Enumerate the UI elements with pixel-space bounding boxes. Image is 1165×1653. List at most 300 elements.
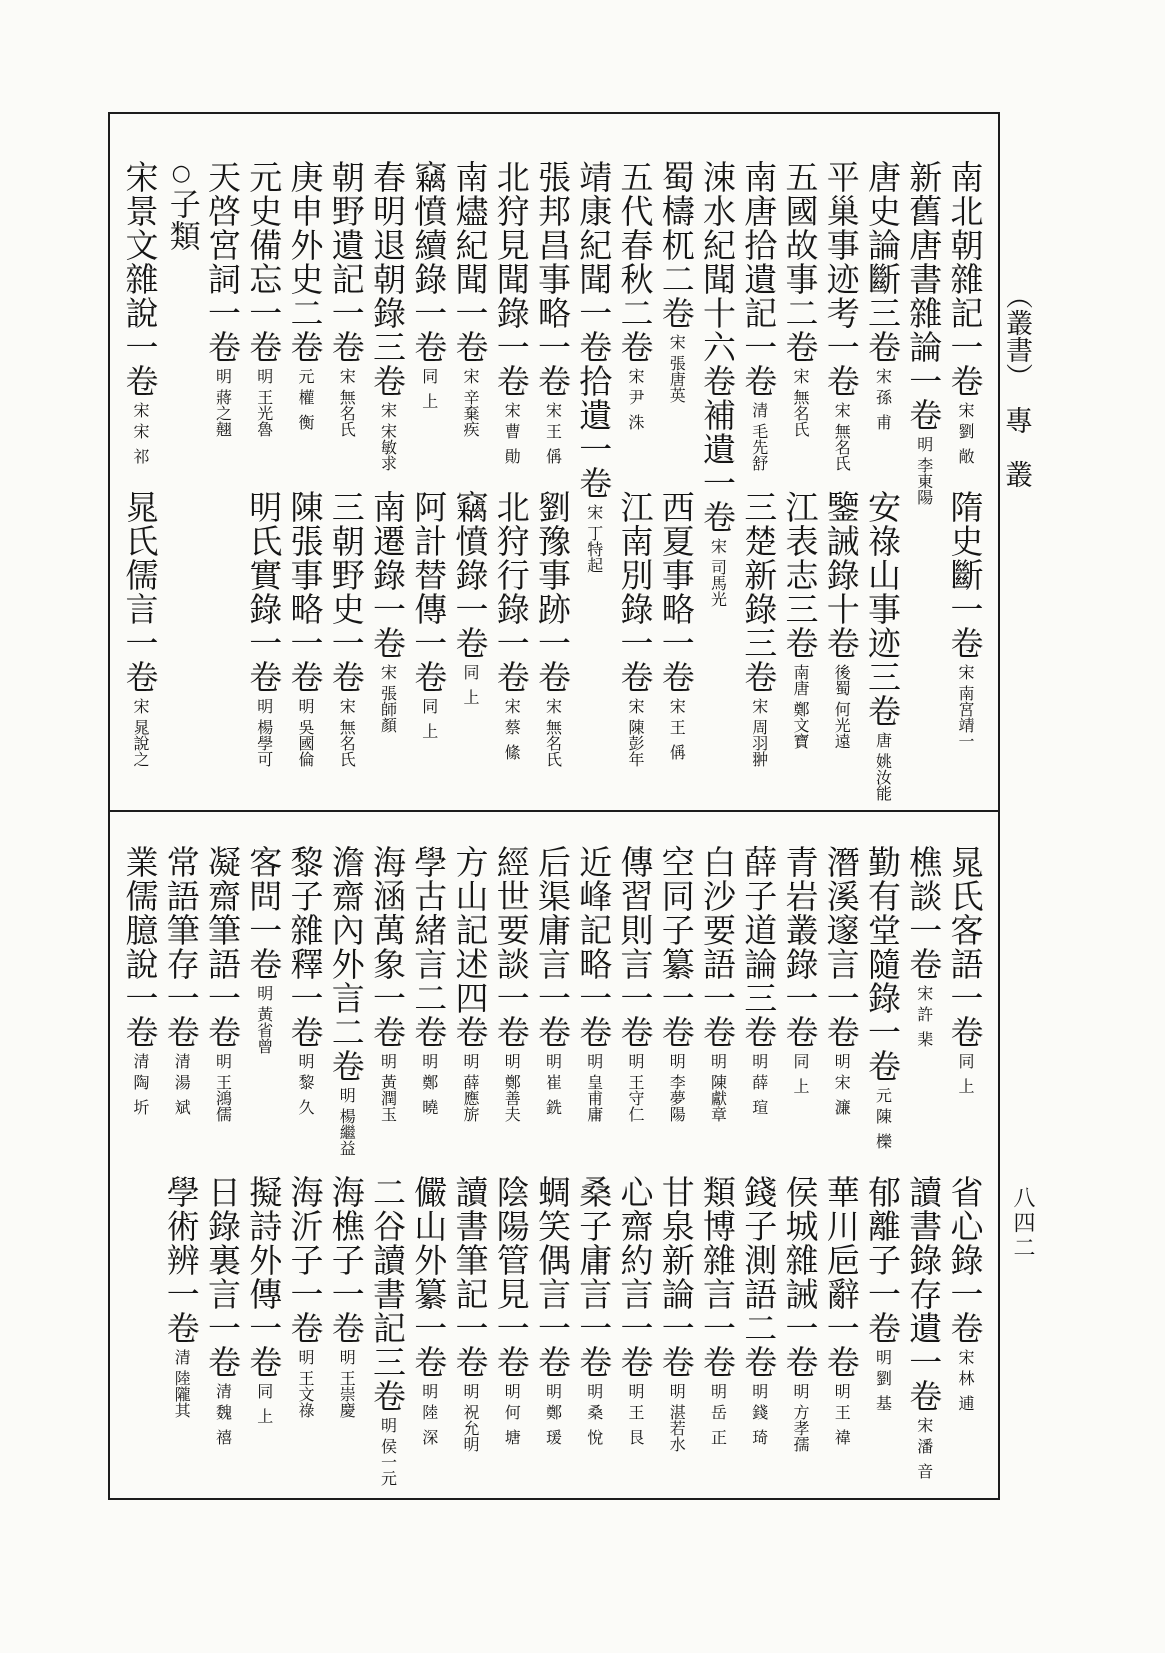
author-dynasty: 宋 xyxy=(337,368,357,384)
author-dynasty: 宋 xyxy=(502,402,522,418)
entry-author xyxy=(751,698,767,767)
entry-title: 元史備忘一卷 xyxy=(244,160,284,364)
author-dynasty: 宋 xyxy=(378,664,398,680)
catalog-entry xyxy=(326,845,366,1156)
entry-title: 三楚新錄三卷 xyxy=(739,490,779,694)
entry-author xyxy=(337,698,357,767)
catalog-entry xyxy=(285,845,325,1124)
author-name: 同上 xyxy=(956,1053,975,1103)
entry-author xyxy=(545,1053,561,1124)
catalog-entry xyxy=(491,845,531,1122)
catalog-column xyxy=(120,845,160,1490)
author-dynasty: 明 xyxy=(873,1349,893,1365)
entry-author xyxy=(586,1053,602,1122)
catalog-column xyxy=(863,845,903,1490)
catalog-column xyxy=(450,160,490,805)
entry-author xyxy=(256,698,272,767)
entry-title: 白沙要語一卷 xyxy=(698,845,737,1049)
entry-author xyxy=(421,1053,437,1124)
catalog-column xyxy=(945,845,985,1490)
author-dynasty: 明 xyxy=(254,368,274,384)
entry-title: 讀書錄存遺一卷 xyxy=(904,1175,944,1413)
author-name: 辛棄疾 xyxy=(461,389,480,437)
entry-title: 平巢事迹考一卷 xyxy=(821,160,861,398)
author-dynasty: 宋 xyxy=(131,698,150,714)
catalog-column xyxy=(821,160,861,805)
catalog-entry xyxy=(533,160,573,473)
catalog-entry xyxy=(739,490,779,767)
catalog-entry xyxy=(780,490,820,749)
entry-title: 阿計替傳一卷 xyxy=(409,490,449,694)
author-dynasty: 宋 xyxy=(461,368,480,384)
entry-author xyxy=(957,1349,973,1420)
author-dynasty: 宋 xyxy=(914,985,934,1001)
author-name: 無名氏 xyxy=(543,719,563,767)
author-dynasty: 明 xyxy=(708,1053,728,1069)
catalog-entry xyxy=(203,160,243,437)
catalog-entry xyxy=(120,490,160,767)
entry-author xyxy=(751,1053,767,1124)
entry-author xyxy=(875,1087,891,1158)
entry-title: 隋史斷一卷 xyxy=(945,490,985,660)
catalog-column xyxy=(409,160,449,805)
author-name: 同上 xyxy=(791,1053,810,1103)
entry-title: 甘泉新論一卷 xyxy=(656,1175,696,1379)
author-dynasty: 明 xyxy=(378,1417,398,1433)
entry-title: 凝齋筆語一卷 xyxy=(203,845,242,1049)
entry-title: 五代春秋二卷 xyxy=(615,160,655,364)
author-name: 楊繼益 xyxy=(337,1108,357,1156)
author-name: 侯一元 xyxy=(378,1438,398,1486)
author-name: 姚汝能 xyxy=(873,753,893,801)
author-dynasty: 明 xyxy=(543,1383,563,1399)
catalog-entry xyxy=(326,1175,366,1418)
catalog-entry xyxy=(120,160,160,473)
author-dynasty: 宋 xyxy=(914,1417,934,1433)
author-dynasty: 宋 xyxy=(956,664,975,680)
catalog-entry xyxy=(161,845,201,1124)
author-name: 鄭瑗 xyxy=(543,1404,563,1454)
catalog-entry xyxy=(945,160,985,473)
author-name: 錢琦 xyxy=(749,1404,769,1454)
entry-title: 陳張事略一卷 xyxy=(285,490,325,694)
entry-title: 蜀檮杌二卷 xyxy=(656,160,696,330)
author-name: 陳彭年 xyxy=(626,719,645,767)
entry-title: 陰陽管見一卷 xyxy=(491,1175,531,1379)
catalog-entry xyxy=(863,160,903,439)
entry-author xyxy=(502,698,522,769)
entry-title: 南唐拾遺記一卷 xyxy=(739,160,779,398)
entry-author xyxy=(875,1349,891,1420)
catalog-entry xyxy=(574,845,614,1122)
catalog-entry xyxy=(656,845,696,1122)
author-dynasty: 明 xyxy=(419,1053,439,1069)
entry-author xyxy=(256,985,272,1054)
author-dynasty: 明 xyxy=(378,1053,398,1069)
author-dynasty: 宋 xyxy=(956,402,975,418)
catalog-entry xyxy=(574,160,614,573)
catalog-entry xyxy=(409,490,449,748)
author-dynasty: 明 xyxy=(502,1383,522,1399)
author-name: 王鴻儒 xyxy=(213,1074,233,1122)
author-name: 無名氏 xyxy=(337,389,357,437)
author-name: 黃潤玉 xyxy=(378,1074,398,1122)
author-dynasty: 宋 xyxy=(584,504,604,520)
heading-mark-icon: ○ xyxy=(168,160,195,186)
entry-author xyxy=(710,1053,726,1122)
entry-author xyxy=(792,368,808,437)
author-name: 湯斌 xyxy=(172,1074,192,1124)
catalog-entry xyxy=(285,490,325,767)
entry-author xyxy=(627,368,643,439)
author-name: 同上 xyxy=(419,368,439,418)
author-name: 同上 xyxy=(419,698,439,748)
catalog-entry xyxy=(450,490,490,714)
author-dynasty: 明 xyxy=(667,1383,687,1399)
entry-title: 省心錄一卷 xyxy=(945,1175,985,1345)
entry-title: 江南別錄一卷 xyxy=(615,490,655,694)
author-name: 周羽翀 xyxy=(749,719,769,767)
author-dynasty: 後蜀 xyxy=(832,664,852,696)
author-dynasty: 明 xyxy=(584,1383,604,1399)
author-dynasty: 宋 xyxy=(956,1349,975,1365)
entry-title: 郁離子一卷 xyxy=(863,1175,902,1345)
entry-author xyxy=(132,1053,148,1124)
author-dynasty: 元 xyxy=(296,368,315,384)
author-dynasty: 宋 xyxy=(378,402,398,418)
entry-author xyxy=(380,402,396,471)
entry-title: 靖康紀聞一卷拾遺一卷 xyxy=(574,160,614,500)
entry-title: 五國故事二卷 xyxy=(780,160,820,364)
author-name: 權衡 xyxy=(296,389,315,439)
catalog-entry xyxy=(450,845,490,1122)
author-name: 王光魯 xyxy=(254,389,274,437)
catalog-column xyxy=(203,160,243,805)
section-heading xyxy=(161,160,201,252)
entry-author xyxy=(462,368,478,437)
entry-author xyxy=(462,664,478,714)
author-dynasty: 明 xyxy=(337,1087,357,1103)
author-dynasty: 清 xyxy=(172,1053,192,1069)
entry-author xyxy=(832,402,852,471)
catalog-entry xyxy=(821,160,861,471)
entry-title: 南遷錄一卷 xyxy=(368,490,407,660)
bottom-section xyxy=(0,845,1165,1490)
author-name: 毛先舒 xyxy=(749,423,769,471)
author-name: 陶圻 xyxy=(131,1074,150,1124)
catalog-column xyxy=(698,160,738,805)
entry-title: 薛子道論三卷 xyxy=(739,845,779,1049)
entry-author xyxy=(792,1383,808,1452)
entry-title: 北狩行錄一卷 xyxy=(491,490,531,694)
author-dynasty: 明 xyxy=(254,985,274,1001)
author-dynasty: 宋 xyxy=(749,698,769,714)
catalog-column xyxy=(491,160,531,805)
entry-title: 方山記述四卷 xyxy=(450,845,490,1049)
catalog-column xyxy=(120,160,160,805)
catalog-column xyxy=(161,160,201,805)
entry-title: 日錄裏言一卷 xyxy=(203,1175,242,1379)
catalog-entry xyxy=(409,160,449,418)
catalog-column xyxy=(574,160,614,805)
entry-title: 侯城雜誡一卷 xyxy=(780,1175,820,1379)
author-dynasty: 明 xyxy=(626,1053,645,1069)
catalog-entry xyxy=(533,490,573,767)
author-name: 魏禧 xyxy=(213,1404,233,1454)
catalog-column xyxy=(739,160,779,805)
catalog-column xyxy=(698,845,738,1490)
author-dynasty: 明 xyxy=(254,698,274,714)
author-name: 崔銑 xyxy=(543,1074,563,1124)
catalog-entry xyxy=(863,490,903,801)
entry-title: 晁氏儒言一卷 xyxy=(120,490,160,694)
author-dynasty: 清 xyxy=(172,1349,192,1365)
entry-author xyxy=(627,1383,643,1454)
catalog-entry xyxy=(821,845,861,1124)
author-name: 陸深 xyxy=(419,1404,439,1454)
author-dynasty: 清 xyxy=(213,1383,233,1399)
entry-title: 蜩笑偶言一卷 xyxy=(533,1175,572,1379)
entry-author xyxy=(256,368,272,437)
author-name: 蔡絛 xyxy=(502,719,522,769)
author-name: 曹勛 xyxy=(502,423,522,473)
entry-author xyxy=(172,1053,192,1124)
category-label: 專叢 xyxy=(1001,406,1034,514)
catalog-entry xyxy=(533,1175,573,1454)
catalog-entry xyxy=(863,845,903,1158)
author-dynasty: 明 xyxy=(626,1383,645,1399)
author-dynasty: 明 xyxy=(584,1053,604,1069)
author-name: 張師顏 xyxy=(378,685,398,733)
entry-title: 海沂子一卷 xyxy=(285,1175,325,1345)
author-dynasty: 明 xyxy=(337,1349,357,1365)
author-name: 黃省曾 xyxy=(254,1006,274,1054)
entry-title: 庚申外史二卷 xyxy=(285,160,325,364)
entry-author xyxy=(462,1053,478,1122)
entry-author xyxy=(132,402,148,473)
entry-title: 西夏事略一卷 xyxy=(656,490,696,694)
entry-author xyxy=(380,1053,396,1122)
author-name: 王守仁 xyxy=(626,1074,645,1122)
entry-author xyxy=(586,1383,602,1454)
entry-author xyxy=(751,402,767,471)
catalog-entry xyxy=(450,160,490,437)
author-dynasty: 南唐 xyxy=(791,664,810,696)
author-name: 鄭曉 xyxy=(419,1074,439,1124)
entry-author xyxy=(215,368,231,437)
author-name: 王偁 xyxy=(667,719,687,769)
catalog-column xyxy=(904,160,944,805)
author-dynasty: 明 xyxy=(543,1053,563,1069)
catalog-entry xyxy=(285,1175,325,1418)
entry-author xyxy=(586,504,602,573)
catalog-column xyxy=(821,845,861,1490)
entry-title: 張邦昌事略一卷 xyxy=(533,160,572,398)
author-name: 司馬光 xyxy=(708,559,728,607)
author-name: 薛瑄 xyxy=(749,1074,769,1124)
entry-author xyxy=(380,1417,396,1486)
author-dynasty: 明 xyxy=(502,1053,522,1069)
entry-author xyxy=(545,698,561,767)
catalog-column xyxy=(574,845,614,1490)
catalog-column xyxy=(863,160,903,805)
author-dynasty: 宋 xyxy=(543,402,563,418)
catalog-entry xyxy=(326,490,366,767)
entry-title: 南燼紀聞一卷 xyxy=(450,160,490,364)
entry-author xyxy=(832,1053,852,1124)
author-dynasty: 明 xyxy=(296,698,315,714)
entry-title: 傳習則言一卷 xyxy=(615,845,655,1049)
author-dynasty: 明 xyxy=(749,1053,769,1069)
author-dynasty: 唐 xyxy=(873,732,893,748)
catalog-column xyxy=(450,845,490,1490)
catalog-entry xyxy=(904,1175,944,1488)
author-name: 尹洙 xyxy=(626,389,645,439)
author-name: 孫甫 xyxy=(873,389,893,439)
catalog-column xyxy=(656,845,696,1490)
catalog-entry xyxy=(698,160,738,607)
entry-author xyxy=(297,368,313,439)
author-dynasty: 明 xyxy=(461,1383,480,1399)
catalog-entry xyxy=(574,1175,614,1454)
catalog-entry xyxy=(780,160,820,437)
section-divider xyxy=(110,810,1000,812)
author-name: 祝允明 xyxy=(461,1404,480,1452)
entry-author xyxy=(502,1383,522,1454)
catalog-column xyxy=(326,160,366,805)
entry-author xyxy=(337,368,357,437)
entry-author xyxy=(297,698,313,767)
catalog-column xyxy=(780,845,820,1490)
catalog-entry xyxy=(780,1175,820,1452)
author-name: 薛應旂 xyxy=(461,1074,480,1122)
author-name: 楊學可 xyxy=(254,719,274,767)
author-name: 皇甫庸 xyxy=(584,1074,604,1122)
author-dynasty: 明 xyxy=(213,368,233,384)
author-name: 林逋 xyxy=(956,1370,975,1420)
catalog-entry xyxy=(739,1175,779,1454)
author-name: 南宮靖一 xyxy=(956,685,975,749)
entry-title: 黎子雜釋一卷 xyxy=(285,845,325,1049)
entry-title: 竊憤錄一卷 xyxy=(450,490,490,660)
author-name: 潘音 xyxy=(914,1438,934,1488)
entry-author xyxy=(421,1383,437,1454)
catalog-entry xyxy=(615,1175,655,1454)
catalog-column xyxy=(368,845,408,1490)
catalog-column xyxy=(533,160,573,805)
catalog-entry xyxy=(698,845,738,1122)
catalog-column xyxy=(203,845,243,1490)
entry-author xyxy=(957,1053,973,1103)
catalog-entry xyxy=(698,1175,738,1454)
entry-title: 桑子庸言一卷 xyxy=(574,1175,614,1379)
catalog-entry xyxy=(203,1175,243,1454)
entry-title: 心齋約言一卷 xyxy=(615,1175,655,1379)
catalog-entry xyxy=(615,845,655,1122)
entry-author xyxy=(916,985,932,1056)
author-name: 何光遠 xyxy=(832,701,852,749)
catalog-entry xyxy=(120,845,160,1124)
catalog-entry xyxy=(244,490,284,767)
entry-title: 常語筆存一卷 xyxy=(161,845,201,1049)
entry-author xyxy=(502,402,522,473)
author-dynasty: 明 xyxy=(461,1053,480,1069)
entry-author xyxy=(875,368,891,439)
entry-title: 空同子纂一卷 xyxy=(656,845,696,1049)
author-name: 黎久 xyxy=(296,1074,315,1124)
catalog-column xyxy=(244,845,284,1490)
entry-title: 宋景文雜說一卷 xyxy=(120,160,160,398)
entry-author xyxy=(667,334,687,403)
author-dynasty: 明 xyxy=(296,1349,315,1365)
catalog-column xyxy=(161,845,201,1490)
author-name: 方孝孺 xyxy=(791,1404,810,1452)
catalog-column xyxy=(615,845,655,1490)
entry-author xyxy=(297,1053,313,1124)
catalog-entry xyxy=(368,845,408,1122)
catalog-entry xyxy=(326,160,366,437)
entry-author xyxy=(916,436,932,505)
author-name: 晁說之 xyxy=(131,719,150,767)
author-name: 無名氏 xyxy=(832,423,852,471)
entry-title: 勤有堂隨錄一卷 xyxy=(863,845,902,1083)
entry-title: 涑水紀聞十六卷補遺一卷 xyxy=(698,160,737,534)
catalog-entry xyxy=(491,490,531,769)
catalog-column xyxy=(285,845,325,1490)
entry-title: 二谷讀書記三卷 xyxy=(368,1175,407,1413)
heading-label: 子類 xyxy=(163,188,200,252)
catalog-column xyxy=(533,845,573,1490)
author-name: 吳國倫 xyxy=(296,719,315,767)
author-dynasty: 宋 xyxy=(791,368,810,384)
entry-title: 青岩叢錄一卷 xyxy=(780,845,820,1049)
catalog-entry xyxy=(615,160,655,439)
catalog-entry xyxy=(285,160,325,439)
entry-author xyxy=(132,698,148,767)
entry-author xyxy=(667,1053,687,1122)
author-name: 王艮 xyxy=(626,1404,645,1454)
author-dynasty: 明 xyxy=(213,1053,233,1069)
catalog-entry xyxy=(821,1175,861,1454)
author-name: 岳正 xyxy=(708,1404,728,1454)
author-name: 王偁 xyxy=(543,423,563,473)
entry-author xyxy=(710,1383,726,1454)
entry-title: 類博雜言一卷 xyxy=(698,1175,737,1379)
author-name: 宋敏求 xyxy=(378,423,398,471)
author-name: 陸隴其 xyxy=(172,1370,192,1418)
entry-author xyxy=(957,664,973,749)
catalog-entry xyxy=(368,490,408,733)
author-name: 王禕 xyxy=(832,1404,852,1454)
catalog-entry xyxy=(409,845,449,1124)
entry-author xyxy=(627,1053,643,1122)
author-name: 李東陽 xyxy=(914,457,934,505)
entry-title: 鑒誡錄十卷 xyxy=(821,490,861,660)
catalog-column xyxy=(244,160,284,805)
entry-title: 澹齋內外言二卷 xyxy=(326,845,366,1083)
author-name: 鄭文寶 xyxy=(791,701,810,749)
entry-author xyxy=(667,1383,687,1452)
author-name: 丁特起 xyxy=(584,525,604,573)
catalog-entry xyxy=(368,160,408,471)
entry-author xyxy=(627,698,643,767)
entry-author xyxy=(215,1383,231,1454)
author-name: 陳獻章 xyxy=(708,1074,728,1122)
catalog-column xyxy=(739,845,779,1490)
entry-title: 明氏實錄一卷 xyxy=(244,490,284,694)
catalog-column xyxy=(285,160,325,805)
catalog-entry xyxy=(821,490,861,749)
